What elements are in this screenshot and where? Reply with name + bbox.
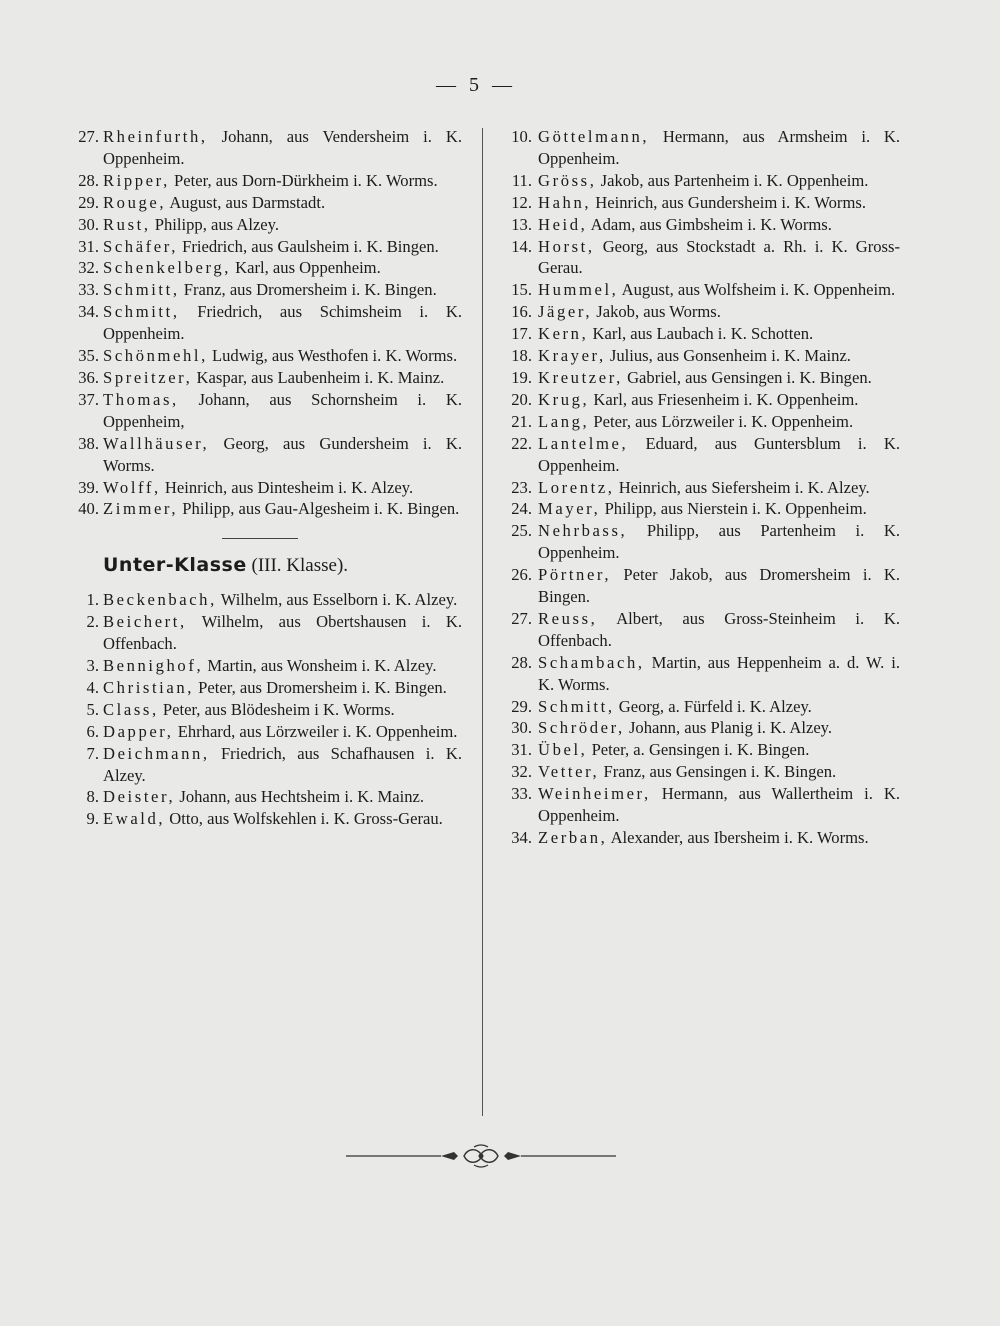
upper-class-entry	[76, 301, 462, 345]
entry-surname: Schenkelberg,	[103, 258, 231, 278]
lower-class-entry	[500, 345, 900, 367]
upper-class-list	[76, 126, 462, 520]
entry-details: Hermann, aus Wallertheim i. K. Oppenheim.	[538, 784, 900, 826]
entry-number: 19.	[511, 367, 532, 387]
entry-details: Franz, aus Gensingen i. K. Bingen.	[603, 762, 837, 782]
entry-details: Ludwig, aus Westhofen i. K. Worms.	[211, 346, 458, 366]
lower-class-entry	[500, 433, 900, 477]
entry-details: Hermann, aus Armsheim i. K. Oppenheim.	[538, 127, 900, 168]
entry-number: 31.	[78, 236, 99, 256]
entry-surname: Kern,	[538, 324, 589, 344]
entry-surname: Heid,	[538, 214, 588, 234]
entry-surname: Schmitt,	[103, 302, 180, 322]
entry-number: 39.	[78, 477, 99, 497]
entry-surname: Kreutzer,	[538, 367, 623, 387]
entry-surname: Hahn,	[538, 192, 592, 212]
entry-number: 7.	[86, 743, 99, 763]
entry-surname: Pörtner,	[538, 565, 612, 585]
upper-class-entry	[76, 367, 462, 389]
entry-surname: Übel,	[538, 740, 588, 760]
entry-number: 40.	[78, 499, 99, 519]
lower-class-entry	[76, 743, 462, 787]
decorative-ornament-icon	[346, 1144, 616, 1168]
entry-number: 35.	[78, 346, 99, 366]
entry-details: Johann, aus Hechtsheim i. K. Mainz.	[179, 787, 425, 807]
entry-number: 5.	[86, 699, 99, 719]
upper-class-entry	[76, 214, 462, 236]
lower-class-entry	[500, 520, 900, 564]
upper-class-entry	[76, 345, 462, 367]
entry-number: 14.	[511, 236, 532, 256]
lower-class-entry	[500, 367, 900, 389]
lower-class-entry	[500, 411, 900, 433]
entry-details: Philipp, aus Partenheim i. K. Oppenheim.	[538, 521, 900, 563]
entry-surname: Rust,	[103, 214, 151, 234]
lower-class-entry	[76, 611, 462, 655]
left-column	[76, 126, 462, 830]
entry-details: Georg, a. Fürfeld i. K. Alzey.	[618, 696, 812, 716]
lower-class-entry	[500, 477, 900, 499]
entry-details: Philipp, aus Alzey.	[154, 214, 280, 234]
entry-details: Albert, aus Gross-Steinheim i. K. Offenbach.	[538, 608, 901, 650]
entry-surname: Christian,	[103, 677, 194, 697]
entry-surname: Schambach,	[538, 652, 645, 672]
entry-surname: Deichmann,	[103, 743, 210, 763]
entry-surname: Schönmehl,	[103, 346, 208, 366]
entry-number: 28.	[511, 652, 532, 672]
entry-number: 16.	[511, 302, 532, 322]
lower-class-entry	[76, 655, 462, 677]
section-divider	[222, 538, 298, 539]
entry-number: 27.	[511, 608, 532, 628]
entry-surname: Spreitzer,	[103, 367, 193, 387]
entry-number: 25.	[511, 521, 532, 541]
right-column	[500, 126, 900, 849]
entry-details: Friedrich, aus Schimsheim i. K. Oppenheim.	[103, 302, 463, 344]
entry-details: Peter, aus Dorn-Dürkheim i. K. Worms.	[174, 170, 438, 190]
entry-number: 37.	[78, 389, 99, 409]
entry-number: 20.	[511, 389, 532, 409]
entry-number: 38.	[78, 433, 99, 453]
entry-surname: Rheinfurth,	[103, 127, 208, 146]
entry-number: 33.	[78, 280, 99, 300]
entry-details: August, aus Wolfsheim i. K. Oppenheim.	[621, 280, 896, 300]
lower-class-entry	[500, 389, 900, 411]
entry-details: Eduard, aus Guntersblum i. K. Oppenheim.	[538, 433, 900, 475]
lower-class-entry	[500, 783, 900, 827]
entry-details: Johann, aus Schornsheim i. K. Oppenheim,	[103, 389, 462, 431]
entry-details: Philipp, aus Gau-Algesheim i. K. Bingen.	[182, 499, 460, 519]
entry-details: Alexander, aus Ibersheim i. K. Worms.	[610, 828, 869, 847]
lower-class-entry	[500, 761, 900, 783]
entry-surname: Jäger,	[538, 302, 593, 322]
upper-class-entry	[76, 192, 462, 214]
lower-class-entry	[500, 827, 900, 849]
entry-details: Wilhelm, aus Esselborn i. K. Alzey.	[220, 590, 458, 610]
entry-details: Karl, aus Friesenheim i. K. Oppenheim.	[593, 389, 859, 409]
entry-details: Martin, aus Wonsheim i. K. Alzey.	[207, 656, 437, 676]
entry-surname: Krayer,	[538, 346, 606, 366]
lower-class-entry	[76, 721, 462, 743]
upper-class-entry	[76, 170, 462, 192]
entry-details: Otto, aus Wolfskehlen i. K. Gross-Gerau.	[169, 809, 443, 829]
entry-number: 6.	[86, 721, 99, 741]
entry-details: Karl, aus Oppenheim.	[235, 258, 381, 278]
entry-number: 29.	[78, 192, 99, 212]
entry-details: Karl, aus Laubach i. K. Schotten.	[592, 324, 814, 344]
entry-number: 26.	[511, 565, 532, 585]
entry-number: 18.	[511, 346, 532, 366]
entry-number: 22.	[511, 433, 532, 453]
entry-number: 4.	[86, 677, 99, 697]
entry-surname: Wallhäuser,	[103, 433, 210, 453]
entry-surname: Lantelme,	[538, 433, 629, 453]
entry-surname: Schmitt,	[538, 696, 615, 716]
lower-class-entry	[500, 236, 900, 280]
entry-details: Wilhelm, aus Obertshausen i. K. Offenbach.	[103, 612, 462, 654]
lower-class-entry	[76, 786, 462, 808]
entry-details: Kaspar, aus Laubenheim i. K. Mainz.	[196, 367, 445, 387]
entry-details: Georg, aus Gundersheim i. K. Worms.	[103, 433, 463, 475]
lower-class-entry	[500, 608, 900, 652]
entry-surname: Krug,	[538, 389, 590, 409]
section-heading-subtitle: (III. Klasse).	[251, 555, 349, 577]
entry-details: Friedrich, aus Schafhausen i. K. Alzey.	[103, 743, 463, 785]
entry-number: 17.	[511, 324, 532, 344]
lower-class-entry	[500, 323, 900, 345]
entry-surname: Mayer,	[538, 499, 601, 519]
entry-details: Jakob, aus Partenheim i. K. Oppenheim.	[600, 170, 869, 190]
entry-number: 2.	[86, 612, 99, 632]
entry-number: 10.	[511, 127, 532, 146]
entry-surname: Vetter,	[538, 762, 600, 782]
entry-surname: Horst,	[538, 236, 595, 256]
lower-class-entry	[76, 699, 462, 721]
entry-details: August, aus Darmstadt.	[169, 192, 326, 212]
entry-surname: Hummel,	[538, 280, 619, 300]
entry-surname: Ripper,	[103, 170, 170, 190]
entry-details: Martin, aus Heppenheim a. d. W. i. K. Worms.	[538, 652, 900, 694]
entry-surname: Schmitt,	[103, 280, 180, 300]
lower-class-entry	[500, 301, 900, 323]
entry-details: Georg, aus Stockstadt a. Rh. i. K. Gross-Gerau.	[538, 236, 900, 278]
entry-details: Philipp, aus Nierstein i. K. Oppenheim.	[604, 499, 867, 519]
lower-class-entry	[500, 170, 900, 192]
entry-surname: Bennighof,	[103, 656, 204, 676]
entry-details: Johann, aus Planig i. K. Alzey.	[628, 718, 833, 738]
entry-number: 8.	[86, 787, 99, 807]
entry-number: 12.	[511, 192, 532, 212]
lower-class-entry	[500, 279, 900, 301]
upper-class-entry	[76, 498, 462, 520]
entry-details: Adam, aus Gimbsheim i. K. Worms.	[590, 214, 832, 234]
entry-surname: Zimmer,	[103, 499, 179, 519]
lower-class-entry	[500, 498, 900, 520]
upper-class-entry	[76, 126, 462, 170]
entry-number: 34.	[78, 302, 99, 322]
entry-surname: Lang,	[538, 411, 590, 431]
entry-number: 33.	[511, 784, 532, 804]
entry-surname: Lorentz,	[538, 477, 615, 497]
entry-details: Ehrhard, aus Lörzweiler i. K. Oppenheim.	[177, 721, 458, 741]
entry-number: 3.	[86, 656, 99, 676]
lower-class-entry	[500, 717, 900, 739]
lower-class-entry	[500, 126, 900, 170]
entry-surname: Thomas,	[103, 389, 179, 409]
entry-surname: Nehrbass,	[538, 521, 628, 541]
page-number: — 5 —	[436, 74, 516, 96]
lower-class-entry	[500, 739, 900, 761]
entry-surname: Deister,	[103, 787, 176, 807]
section-heading	[103, 553, 462, 578]
entry-surname: Göttelmann,	[538, 127, 650, 146]
entry-details: Peter Jakob, aus Dromersheim i. K. Bingen.	[538, 565, 900, 607]
entry-surname: Beichert,	[103, 612, 187, 632]
entry-details: Heinrich, aus Gundersheim i. K. Worms.	[595, 192, 866, 212]
entry-details: Peter, aus Dromersheim i. K. Bingen.	[198, 677, 447, 697]
lower-class-entry	[500, 214, 900, 236]
entry-number: 27.	[78, 127, 99, 146]
entry-surname: Wolff,	[103, 477, 161, 497]
entry-number: 1.	[86, 590, 99, 610]
entry-number: 21.	[511, 411, 532, 431]
lower-class-entry	[76, 808, 462, 830]
entry-surname: Reuss,	[538, 608, 598, 628]
entry-number: 32.	[511, 762, 532, 782]
entry-number: 32.	[78, 258, 99, 278]
entry-surname: Class,	[103, 699, 159, 719]
lower-class-entry	[76, 677, 462, 699]
entry-details: Heinrich, aus Dintesheim i. K. Alzey.	[164, 477, 414, 497]
entry-details: Heinrich, aus Siefersheim i. K. Alzey.	[618, 477, 870, 497]
entry-details: Julius, aus Gonsenheim i. K. Mainz.	[609, 346, 851, 366]
lower-class-entry	[76, 589, 462, 611]
section-heading-title: Unter-Klasse	[103, 554, 247, 577]
entry-surname: Schäfer,	[103, 236, 178, 256]
upper-class-entry	[76, 257, 462, 279]
entry-number: 13.	[511, 214, 532, 234]
lower-class-list	[76, 589, 462, 830]
upper-class-entry	[76, 279, 462, 301]
entry-details: Jakob, aus Worms.	[596, 302, 721, 322]
entry-number: 15.	[511, 280, 532, 300]
entry-details: Peter, aus Blödesheim i K. Worms.	[162, 699, 395, 719]
upper-class-entry	[76, 389, 462, 433]
entry-number: 36.	[78, 367, 99, 387]
entry-number: 30.	[511, 718, 532, 738]
entry-details: Gabriel, aus Gensingen i. K. Bingen.	[627, 367, 872, 387]
upper-class-entry	[76, 236, 462, 258]
lower-class-list-continued	[500, 126, 900, 849]
entry-surname: Ewald,	[103, 809, 166, 829]
upper-class-entry	[76, 477, 462, 499]
entry-surname: Zerban,	[538, 828, 608, 847]
lower-class-entry	[500, 652, 900, 696]
entry-surname: Beckenbach,	[103, 590, 217, 610]
entry-surname: Gröss,	[538, 170, 597, 190]
entry-surname: Weinheimer,	[538, 784, 651, 804]
entry-number: 28.	[78, 170, 99, 190]
lower-class-entry	[500, 696, 900, 718]
entry-surname: Schröder,	[538, 718, 625, 738]
entry-number: 29.	[511, 696, 532, 716]
entry-details: Peter, a. Gensingen i. K. Bingen.	[591, 740, 810, 760]
entry-details: Friedrich, aus Gaulsheim i. K. Bingen.	[182, 236, 439, 256]
entry-surname: Dapper,	[103, 721, 174, 741]
lower-class-entry	[500, 564, 900, 608]
entry-details: Peter, aus Lörzweiler i. K. Oppenheim.	[593, 411, 854, 431]
entry-number: 24.	[511, 499, 532, 519]
entry-number: 34.	[511, 828, 532, 847]
entry-number: 30.	[78, 214, 99, 234]
lower-class-entry	[500, 192, 900, 214]
entry-surname: Rouge,	[103, 192, 167, 212]
entry-number: 31.	[511, 740, 532, 760]
entry-number: 9.	[86, 809, 99, 829]
entry-details: Johann, aus Vendersheim i. K. Oppenheim.	[103, 127, 462, 168]
upper-class-entry	[76, 433, 462, 477]
entry-details: Franz, aus Dromersheim i. K. Bingen.	[183, 280, 437, 300]
entry-number: 23.	[511, 477, 532, 497]
entry-number: 11.	[511, 170, 532, 190]
